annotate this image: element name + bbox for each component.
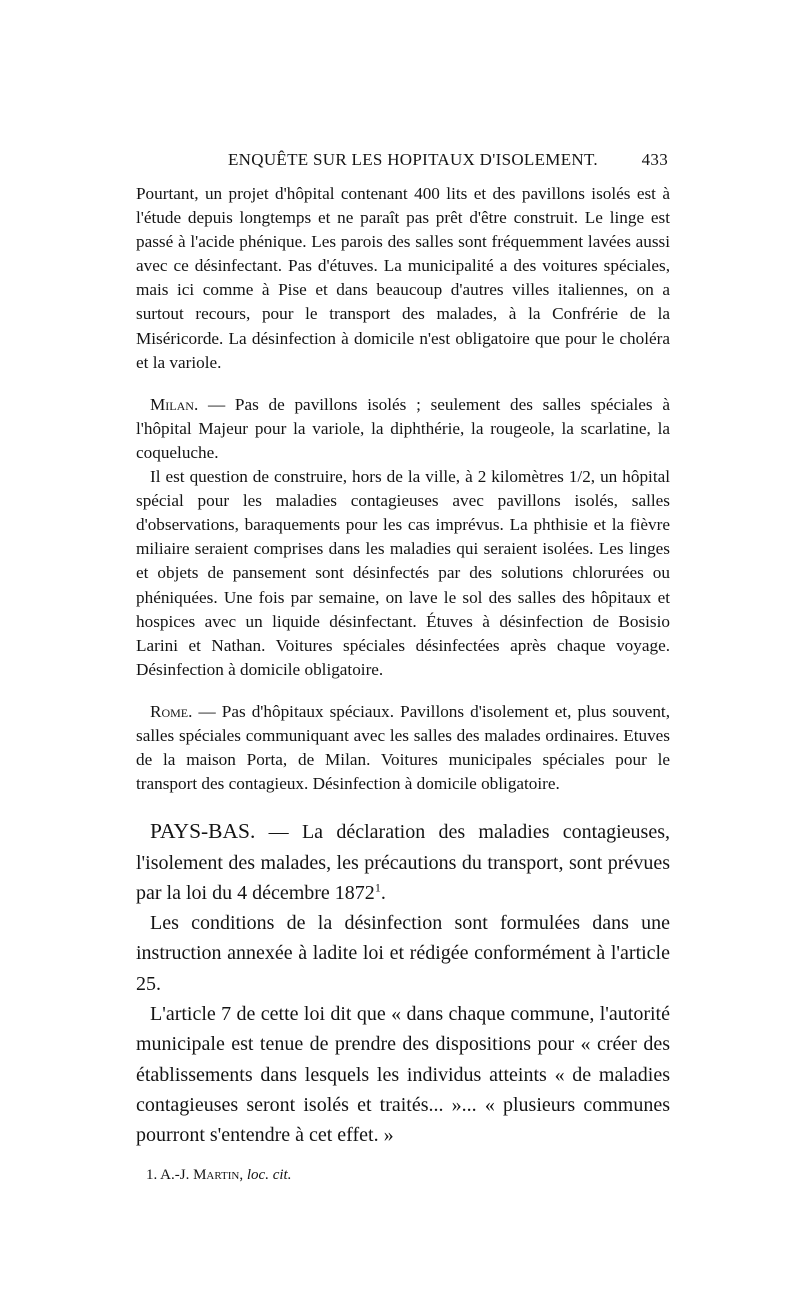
rome-text: — Pas d'hôpitaux spéciaux. Pavillons d'isolement et, plus souvent, salles spéciales communiquant avec les salles des malades ordinaires. Etuves de la maison Porta, de Milan. Voitures municipales spéciales pour le transport des contagieux. Désinfection à domicile obligatoire. [136,701,670,794]
intro-paragraph: Pourtant, un projet d'hôpital contenant 400 lits et des pavillons isolés est à l'étude depuis longtemps et ne paraît pas prêt d'être construit. Le linge est passé à l'acide phénique. Les parois des salles sont fréquemment lavées aussi avec ce désinfectant. Pas d'étuves. La municipalité a des voitures spéciales, mais ici comme à Pise et dans beaucoup d'autres villes italiennes, on a surtout recours, pour le transport des malades, à la Confrérie de la Miséricorde. La désinfection à domicile n'est obligatoire que pour le choléra et la variole. [136,184,670,372]
rome-paragraph [136,700,670,796]
footnote-ref: loc. cit. [246,1166,292,1183]
paysbas-text-end: . [380,881,386,904]
footnote-author: A.-J. Martin, [157,1166,247,1183]
conditions-paragraph: Les conditions de la désinfection sont formulées dans une instruction annexée à ladite loi et rédigée conformément à l'article 25. [136,912,670,995]
page-number: 433 [641,150,668,169]
paysbas-text: — La déclaration des maladies contagieuses, l'isolement des malades, les précautions du transport, sont prévues par la loi du 4 décembre 1872 [136,821,670,904]
milan-paragraph-2: Il est question de construire, hors de la ville, à 2 kilomètres 1/2, un hôpital spécial pour les maladies contagieuses avec pavillons isolés, salles d'observations, baraquements pour les cas imprévus. La phthisie et la fièvre miliaire seraient comprises dans les maladies qui seraient isolées. Les linges et objets de pansement sont désinfectés par des solutions chlorurées ou phéniquées. Une fois par semaine, on lave le sol des salles des hôpitaux et hospices avec un liquide désinfectant. Étuves à désinfection de Bosisio Larini et Nathan. Voitures spéciales désinfectées après chaque voyage. Désinfection à domicile obligatoire. [136,467,670,679]
running-title: ENQUÊTE SUR LES HOPITAUX D'ISOLEMENT. [228,150,598,169]
rome-heading: Rome. [150,701,193,721]
milan-paragraph [136,393,670,465]
footnote [136,1167,670,1184]
milan-text: — Pas de pavillons isolés ; seulement des salles spéciales à l'hôpital Majeur pour la variole, la diphthérie, la rougeole, la scarlatine, la coqueluche. [136,394,670,462]
running-header [136,150,670,176]
paysbas-paragraph [136,816,670,908]
milan-heading: Milan. [150,394,199,414]
footnote-marker: 1 [374,880,381,895]
footnote-number: 1. [146,1166,158,1183]
paysbas-heading: PAYS-BAS. [150,819,256,844]
page-body [136,182,670,1184]
article7-paragraph: L'article 7 de cette loi dit que « dans chaque commune, l'autorité municipale est tenue de prendre des dispositions pour « créer des établissements dans lesquels les individus atteints « de maladies contagieuses seront isolés et traités... »... « plusieurs communes pourront s'entendre à cet effet. » [136,1003,670,1147]
